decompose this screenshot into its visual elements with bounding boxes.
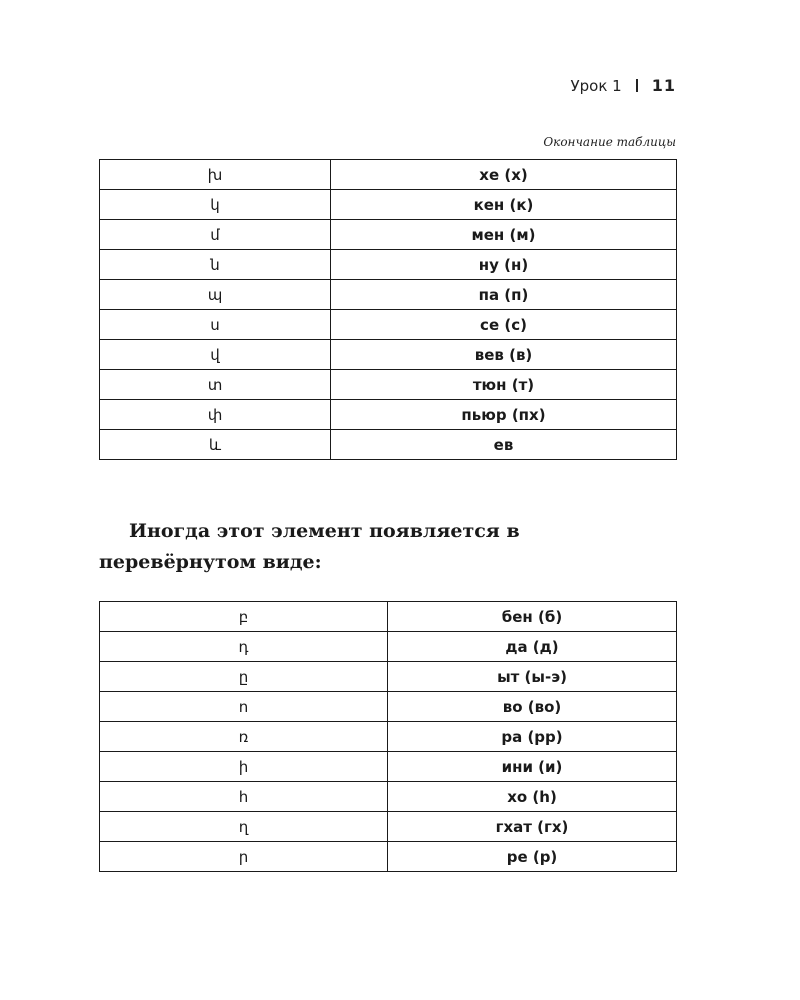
letter-name: да (д) [388, 632, 677, 662]
table-row [100, 250, 677, 280]
table-row [100, 340, 677, 370]
letter-name: се (с) [331, 310, 677, 340]
page-number: 11 [651, 76, 676, 95]
lesson-label: Урок 1 [570, 76, 622, 95]
armenian-letter: բ [100, 602, 388, 632]
armenian-letter: ը [100, 662, 388, 692]
armenian-letter: ո [100, 692, 388, 722]
armenian-letter: ռ [100, 722, 388, 752]
letter-name: ре (р) [388, 842, 677, 872]
letter-name: тюн (т) [331, 370, 677, 400]
armenian-letter: հ [100, 782, 388, 812]
alphabet-table-continued [99, 159, 677, 460]
table-row [100, 632, 677, 662]
table-row [100, 430, 677, 460]
letter-name: мен (м) [331, 220, 677, 250]
table-row [100, 160, 677, 190]
letter-name: па (п) [331, 280, 677, 310]
armenian-letter: ի [100, 752, 388, 782]
letter-name: гхат (гх) [388, 812, 677, 842]
armenian-letter: դ [100, 632, 388, 662]
armenian-letter: տ [100, 370, 331, 400]
table-row [100, 842, 677, 872]
letter-name: бен (б) [388, 602, 677, 632]
letter-name: во (во) [388, 692, 677, 722]
header-separator [636, 79, 638, 92]
armenian-letter: ն [100, 250, 331, 280]
letter-name: ыт (ы-э) [388, 662, 677, 692]
table-row [100, 190, 677, 220]
letter-name: пьюр (пх) [331, 400, 677, 430]
table-caption: Окончание таблицы [543, 135, 676, 149]
table-row [100, 370, 677, 400]
armenian-letter: ր [100, 842, 388, 872]
body-paragraph: Иногда этот элемент появляется в перевёрнутом виде: [99, 520, 520, 573]
table-row [100, 400, 677, 430]
letter-name: ну (н) [331, 250, 677, 280]
table-row [100, 722, 677, 752]
table-row [100, 280, 677, 310]
armenian-letter: կ [100, 190, 331, 220]
letter-name: ини (и) [388, 752, 677, 782]
armenian-letter: խ [100, 160, 331, 190]
letter-name: ев [331, 430, 677, 460]
table-row [100, 662, 677, 692]
armenian-letter: ղ [100, 812, 388, 842]
letter-name: кен (к) [331, 190, 677, 220]
alphabet-table-inverted [99, 601, 677, 872]
letter-name: хе (х) [331, 160, 677, 190]
armenian-letter: ս [100, 310, 331, 340]
armenian-letter: մ [100, 220, 331, 250]
table-row [100, 752, 677, 782]
letter-name: ра (рр) [388, 722, 677, 752]
table-row [100, 812, 677, 842]
letter-name: вев (в) [331, 340, 677, 370]
armenian-letter: պ [100, 280, 331, 310]
table-row [100, 782, 677, 812]
letter-name: хо (h) [388, 782, 677, 812]
armenian-letter: փ [100, 400, 331, 430]
table-row [100, 602, 677, 632]
armenian-letter: վ [100, 340, 331, 370]
table-row [100, 692, 677, 722]
running-head [571, 76, 676, 95]
table-row [100, 220, 677, 250]
armenian-letter: և [100, 430, 331, 460]
table-row [100, 310, 677, 340]
